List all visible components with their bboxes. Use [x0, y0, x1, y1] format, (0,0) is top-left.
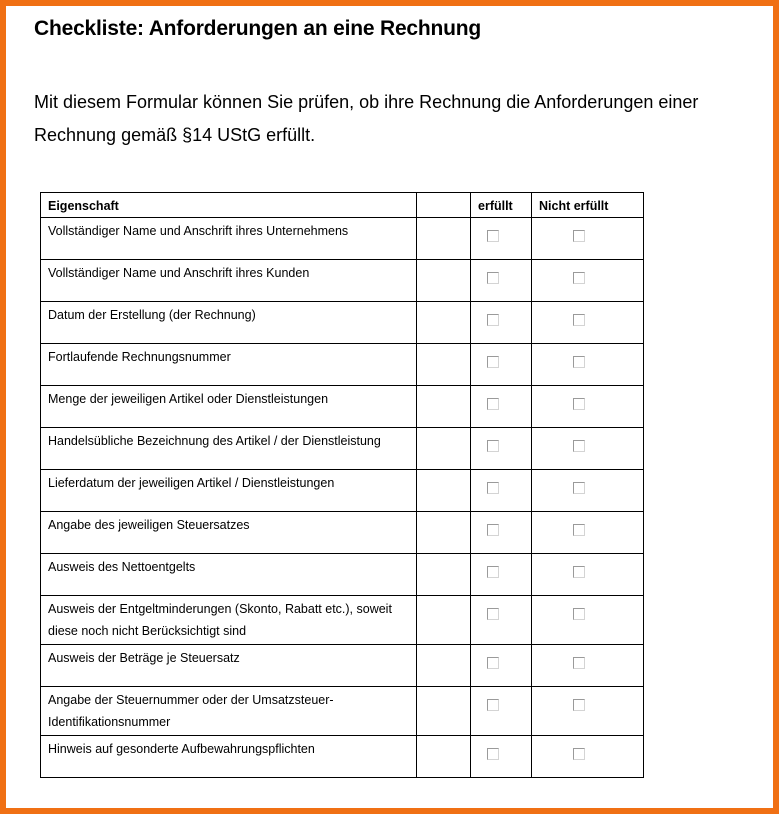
not-fulfilled-cell [532, 645, 644, 687]
row-empty-cell [417, 687, 471, 736]
table-row [41, 386, 644, 428]
table-row [41, 344, 644, 386]
not-fulfilled-checkbox[interactable] [573, 272, 585, 284]
row-label-cell [41, 736, 417, 778]
row-label: Datum der Erstellung (der Rechnung) [48, 308, 256, 322]
fulfilled-checkbox[interactable] [487, 566, 499, 578]
row-label-cell [41, 302, 417, 344]
fulfilled-checkbox[interactable] [487, 356, 499, 368]
row-label: Fortlaufende Rechnungsnummer [48, 350, 231, 364]
fulfilled-cell [471, 470, 532, 512]
fulfilled-cell [471, 736, 532, 778]
row-empty-cell [417, 386, 471, 428]
not-fulfilled-cell [532, 512, 644, 554]
table-row [41, 554, 644, 596]
not-fulfilled-cell [532, 386, 644, 428]
not-fulfilled-checkbox[interactable] [573, 230, 585, 242]
not-fulfilled-cell [532, 260, 644, 302]
not-fulfilled-checkbox[interactable] [573, 608, 585, 620]
fulfilled-cell [471, 218, 532, 260]
row-empty-cell [417, 344, 471, 386]
fulfilled-checkbox[interactable] [487, 748, 499, 760]
row-label-cell [41, 428, 417, 470]
row-empty-cell [417, 512, 471, 554]
row-label-cell [41, 386, 417, 428]
fulfilled-checkbox[interactable] [487, 699, 499, 711]
header-empty [417, 193, 471, 218]
not-fulfilled-cell [532, 687, 644, 736]
not-fulfilled-cell [532, 736, 644, 778]
not-fulfilled-checkbox[interactable] [573, 440, 585, 452]
fulfilled-checkbox[interactable] [487, 314, 499, 326]
fulfilled-checkbox[interactable] [487, 230, 499, 242]
not-fulfilled-cell [532, 596, 644, 645]
not-fulfilled-checkbox[interactable] [573, 398, 585, 410]
row-empty-cell [417, 428, 471, 470]
table-row [41, 512, 644, 554]
not-fulfilled-cell [532, 344, 644, 386]
row-label: Ausweis der Entgeltminderungen (Skonto, Rabatt etc.), soweit diese noch nicht Berücksichtigt sind [48, 602, 392, 638]
table-row [41, 596, 644, 645]
not-fulfilled-cell [532, 470, 644, 512]
row-label: Ausweis des Nettoentgelts [48, 560, 196, 574]
table-row [41, 260, 644, 302]
header-not-fulfilled: Nicht erfüllt [532, 193, 644, 218]
not-fulfilled-cell [532, 428, 644, 470]
not-fulfilled-checkbox[interactable] [573, 524, 585, 536]
fulfilled-cell [471, 260, 532, 302]
row-label-cell [41, 596, 417, 645]
row-empty-cell [417, 736, 471, 778]
fulfilled-checkbox[interactable] [487, 657, 499, 669]
fulfilled-cell [471, 512, 532, 554]
fulfilled-cell [471, 596, 532, 645]
row-empty-cell [417, 470, 471, 512]
fulfilled-cell [471, 386, 532, 428]
fulfilled-cell [471, 428, 532, 470]
row-empty-cell [417, 554, 471, 596]
fulfilled-checkbox[interactable] [487, 608, 499, 620]
row-label-cell [41, 687, 417, 736]
fulfilled-cell [471, 687, 532, 736]
table-header-row [41, 193, 644, 218]
fulfilled-cell [471, 344, 532, 386]
fulfilled-cell [471, 302, 532, 344]
row-empty-cell [417, 302, 471, 344]
row-label-cell [41, 218, 417, 260]
row-empty-cell [417, 218, 471, 260]
fulfilled-checkbox[interactable] [487, 482, 499, 494]
table-row [41, 302, 644, 344]
not-fulfilled-cell [532, 218, 644, 260]
row-label: Vollständiger Name und Anschrift ihres Unternehmens [48, 224, 349, 238]
row-label: Hinweis auf gesonderte Aufbewahrungspflichten [48, 742, 315, 756]
document-title: Checkliste: Anforderungen an eine Rechnung [34, 17, 482, 40]
row-empty-cell [417, 260, 471, 302]
row-label: Menge der jeweiligen Artikel oder Dienstleistungen [48, 392, 329, 406]
header-fulfilled: erfüllt [471, 193, 532, 218]
not-fulfilled-checkbox[interactable] [573, 699, 585, 711]
table-row [41, 428, 644, 470]
row-label-cell [41, 470, 417, 512]
row-label-cell [41, 260, 417, 302]
not-fulfilled-cell [532, 554, 644, 596]
table-row [41, 645, 644, 687]
row-label-cell [41, 344, 417, 386]
table-row [41, 218, 644, 260]
row-label: Angabe des jeweiligen Steuersatzes [48, 518, 250, 532]
fulfilled-checkbox[interactable] [487, 440, 499, 452]
fulfilled-checkbox[interactable] [487, 272, 499, 284]
checklist-table [40, 192, 644, 778]
not-fulfilled-checkbox[interactable] [573, 566, 585, 578]
row-empty-cell [417, 596, 471, 645]
row-label: Lieferdatum der jeweiligen Artikel / Dienstleistungen [48, 476, 335, 490]
not-fulfilled-checkbox[interactable] [573, 314, 585, 326]
table-row [41, 687, 644, 736]
intro-paragraph: Mit diesem Formular können Sie prüfen, ob ihre Rechnung die Anforderungen einer Rechnung gemäß §14 UStG erfüllt. [34, 92, 699, 145]
row-label-cell [41, 512, 417, 554]
row-empty-cell [417, 645, 471, 687]
not-fulfilled-checkbox[interactable] [573, 356, 585, 368]
not-fulfilled-cell [532, 302, 644, 344]
row-label-cell [41, 554, 417, 596]
fulfilled-checkbox[interactable] [487, 524, 499, 536]
not-fulfilled-checkbox[interactable] [573, 482, 585, 494]
not-fulfilled-checkbox[interactable] [573, 657, 585, 669]
row-label: Ausweis der Beträge je Steuersatz [48, 651, 240, 665]
fulfilled-checkbox[interactable] [487, 398, 499, 410]
table-row [41, 470, 644, 512]
header-property: Eigenschaft [41, 193, 417, 218]
fulfilled-cell [471, 645, 532, 687]
row-label: Angabe der Steuernummer oder der Umsatzsteuer-Identifikationsnummer [48, 693, 334, 729]
table-row [41, 736, 644, 778]
fulfilled-cell [471, 554, 532, 596]
row-label: Vollständiger Name und Anschrift ihres Kunden [48, 266, 310, 280]
row-label-cell [41, 645, 417, 687]
not-fulfilled-checkbox[interactable] [573, 748, 585, 760]
row-label: Handelsübliche Bezeichnung des Artikel / der Dienstleistung [48, 434, 381, 448]
